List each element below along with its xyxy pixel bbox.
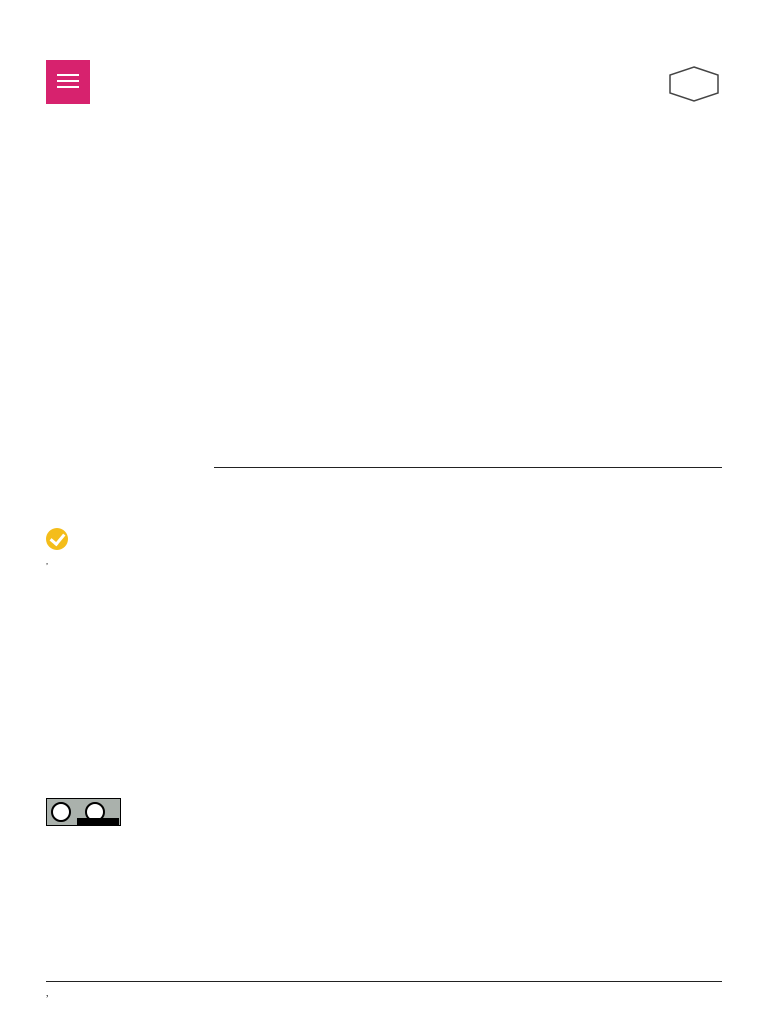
citation: , — [46, 556, 49, 566]
footer-divider — [46, 981, 722, 982]
divider — [214, 467, 722, 468]
by-label — [77, 818, 119, 825]
checkmark-icon — [46, 528, 68, 550]
mdpi-hexagon-icon — [668, 66, 720, 102]
mdpi-logo — [668, 66, 720, 102]
cc-icon — [51, 802, 71, 822]
cc-by-license-badge[interactable] — [46, 798, 121, 826]
journal-logo-icon — [46, 60, 90, 104]
footer-citation: , — [46, 988, 49, 999]
